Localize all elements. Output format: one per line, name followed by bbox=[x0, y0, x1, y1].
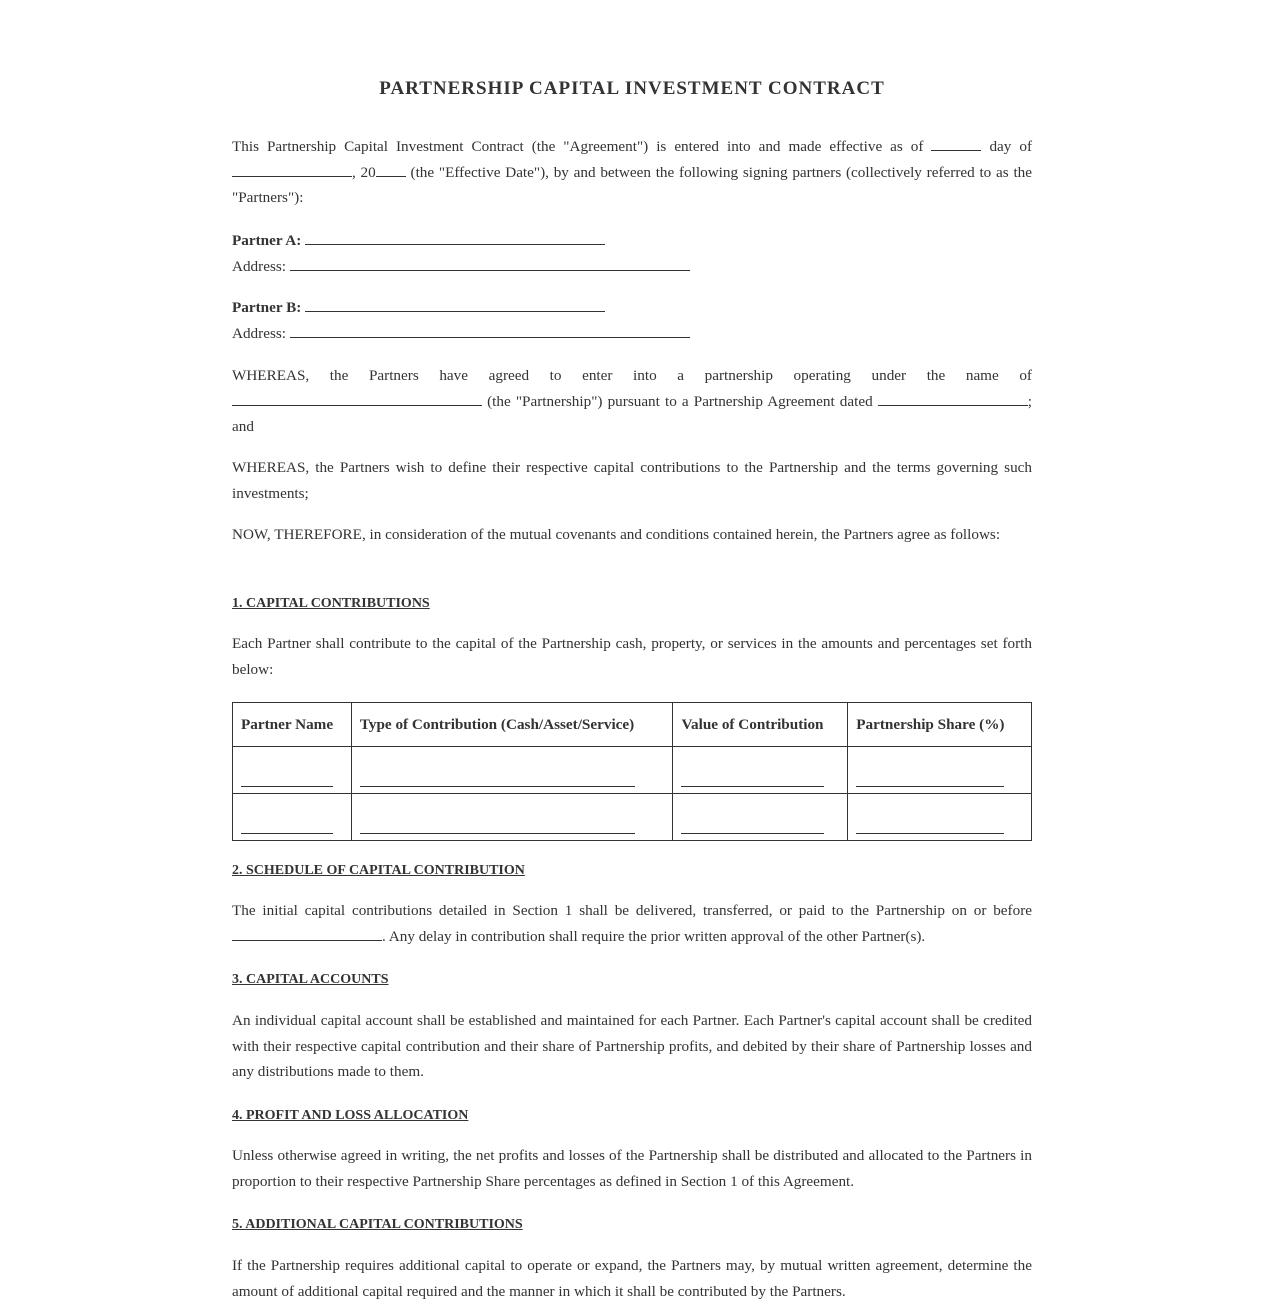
partnership-name-blank[interactable] bbox=[232, 391, 482, 406]
intro-text-1: This Partnership Capital Investment Contract (the "Agreement") is entered into and made effective as of bbox=[232, 138, 924, 155]
header-partnership-share: Partnership Share (%) bbox=[848, 703, 1032, 747]
table-cell bbox=[848, 747, 1032, 794]
section-2-body bbox=[232, 898, 1032, 949]
whereas-paragraph-2: WHEREAS, the Partners wish to define their respective capital contributions to the Partnership and the terms governing such investments; bbox=[232, 459, 1032, 502]
section-3-heading: 3. CAPITAL ACCOUNTS bbox=[232, 972, 389, 987]
partner-b-block bbox=[232, 295, 1032, 346]
section-2-text-1: The initial capital contributions detailed in Section 1 shall be delivered, transferred, or paid to the Partnership on or before bbox=[232, 902, 1032, 919]
intro-text-4: (the "Effective Date"), by and between the following signing partners (collectively referred to as the "Partners"): bbox=[232, 163, 1033, 207]
day-blank[interactable] bbox=[931, 136, 981, 151]
table-row bbox=[233, 747, 1032, 794]
section-2-heading: 2. SCHEDULE OF CAPITAL CONTRIBUTION bbox=[232, 863, 525, 878]
contribution-type-blank[interactable] bbox=[360, 800, 635, 834]
table-cell bbox=[848, 794, 1032, 841]
table-cell bbox=[673, 794, 848, 841]
table-header-row bbox=[233, 703, 1032, 747]
intro-paragraph bbox=[232, 134, 1032, 211]
section-5-body: If the Partnership requires additional capital to operate or expand, the Partners may, by mutual written agreement, determine the amount of additional capital required and the manner in which it shall be contributed by the Partners. bbox=[232, 1257, 1032, 1300]
whereas-paragraph-1 bbox=[232, 363, 1032, 440]
table-cell bbox=[233, 794, 352, 841]
whereas1-text-1: WHEREAS, the Partners have agreed to enter into a partnership operating under the name of bbox=[232, 367, 1032, 384]
section-5-heading: 5. ADDITIONAL CAPITAL CONTRIBUTIONS bbox=[232, 1217, 523, 1232]
partner-b-name-blank[interactable] bbox=[305, 297, 605, 312]
partnership-share-blank[interactable] bbox=[856, 800, 1004, 834]
intro-text-2: day of bbox=[989, 138, 1032, 155]
section-4-heading: 4. PROFIT AND LOSS ALLOCATION bbox=[232, 1108, 469, 1123]
table-row bbox=[233, 794, 1032, 841]
section-3-body: An individual capital account shall be established and maintained for each Partner. Each Partner's capital account shall be credited with their respective capital contribution and their share of Partnership profits, and debited by their share of Partnership losses and any distributions made to them. bbox=[232, 1012, 1032, 1081]
intro-text-3: , 20 bbox=[352, 163, 376, 181]
header-partner-name: Partner Name bbox=[233, 703, 352, 747]
partner-a-name-blank[interactable] bbox=[305, 230, 605, 245]
section-2-text-2: . Any delay in contribution shall require the prior written approval of the other Partner(s). bbox=[382, 927, 926, 945]
partner-b-address-blank[interactable] bbox=[290, 323, 690, 338]
partner-b-address-label: Address: bbox=[232, 324, 286, 342]
whereas1-text-2: (the "Partnership") pursuant to a Partnership Agreement dated bbox=[487, 392, 873, 410]
table-cell bbox=[351, 747, 673, 794]
header-contribution-value: Value of Contribution bbox=[673, 703, 848, 747]
partner-a-block bbox=[232, 228, 1032, 279]
month-blank[interactable] bbox=[232, 162, 352, 177]
partner-a-address-label: Address: bbox=[232, 257, 286, 275]
now-therefore-paragraph: NOW, THEREFORE, in consideration of the mutual covenants and conditions contained herein, the Partners agree as follows: bbox=[232, 526, 1001, 543]
contribution-value-blank[interactable] bbox=[681, 800, 824, 834]
table-cell bbox=[233, 747, 352, 794]
partner-b-label: Partner B: bbox=[232, 299, 302, 316]
partner-a-label: Partner A: bbox=[232, 232, 302, 249]
whereas1-text-3: ; and bbox=[232, 392, 1033, 436]
table-cell bbox=[351, 794, 673, 841]
partnership-share-blank[interactable] bbox=[856, 753, 1004, 787]
delivery-date-blank[interactable] bbox=[232, 926, 382, 941]
header-contribution-type: Type of Contribution (Cash/Asset/Service) bbox=[351, 703, 673, 747]
agreement-date-blank[interactable] bbox=[878, 391, 1028, 406]
section-1-body: Each Partner shall contribute to the capital of the Partnership cash, property, or services in the amounts and percentages set forth below: bbox=[232, 635, 1032, 678]
section-4-body: Unless otherwise agreed in writing, the net profits and losses of the Partnership shall be distributed and allocated to the Partners in proportion to their respective Partnership Share percentages as defined in Section 1 of this Agreement. bbox=[232, 1147, 1032, 1190]
partner-name-blank[interactable] bbox=[241, 753, 333, 787]
partner-a-address-blank[interactable] bbox=[290, 256, 690, 271]
contribution-value-blank[interactable] bbox=[681, 753, 824, 787]
section-1-heading: 1. CAPITAL CONTRIBUTIONS bbox=[232, 596, 430, 611]
table-cell bbox=[673, 747, 848, 794]
year-blank[interactable] bbox=[376, 162, 406, 177]
contribution-type-blank[interactable] bbox=[360, 753, 635, 787]
document-title: PARTNERSHIP CAPITAL INVESTMENT CONTRACT bbox=[379, 78, 885, 99]
contribution-table bbox=[232, 702, 1032, 841]
partner-name-blank[interactable] bbox=[241, 800, 333, 834]
